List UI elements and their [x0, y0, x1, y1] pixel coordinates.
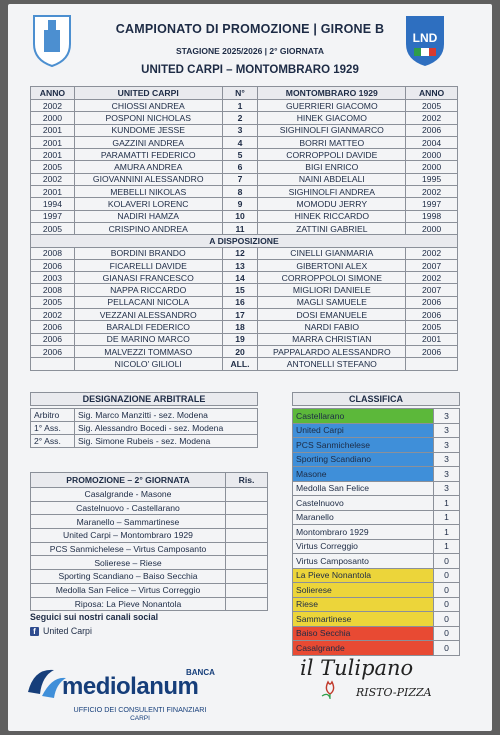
home-year: 2006	[31, 345, 75, 357]
shirt-number: 8	[222, 186, 258, 198]
lineup-row	[31, 186, 458, 198]
shirt-number: 17	[222, 309, 258, 321]
united-carpi-logo	[30, 10, 74, 68]
away-year: 2002	[406, 247, 458, 259]
lineup-row	[31, 296, 458, 308]
match-result	[226, 570, 268, 584]
lineup-row	[31, 321, 458, 333]
standings-row	[293, 612, 460, 627]
match-result	[226, 583, 268, 597]
home-player: BARALDI FEDERICO	[74, 321, 222, 333]
match-fixture: Castelnuovo - Castellarano	[31, 501, 226, 515]
away-year: 2002	[406, 186, 458, 198]
standings-row	[293, 554, 460, 569]
matches-title: PROMOZIONE – 2° GIORNATA	[31, 473, 226, 488]
away-player: SIGHINOLFI GIANMARCO	[258, 124, 406, 136]
standings-team: La Pieve Nonantola	[293, 568, 434, 583]
shirt-number: 2	[222, 112, 258, 124]
away-player: DOSI EMANUELE	[258, 309, 406, 321]
match-result	[226, 488, 268, 502]
lineup-row	[31, 210, 458, 222]
away-year: 1997	[406, 198, 458, 210]
referee-role: 1° Ass.	[31, 422, 75, 435]
standings-points: 0	[434, 568, 460, 583]
match-row	[31, 556, 268, 570]
away-year: 2006	[406, 124, 458, 136]
bench-label: A DISPOSIZIONE	[31, 235, 458, 247]
home-player: CHIOSSI ANDREA	[74, 100, 222, 112]
standings-row	[293, 423, 460, 438]
away-player: SIGHINOLFI ANDREA	[258, 186, 406, 198]
home-player: GIANASI FRANCESCO	[74, 272, 222, 284]
referee-role: Arbitro	[31, 409, 75, 422]
restaurant-name: il Tulipano	[300, 656, 414, 680]
shirt-number: 1	[222, 100, 258, 112]
bank-small-label: BANCA	[186, 668, 215, 677]
lineup-row	[31, 358, 458, 370]
home-player: CRISPINO ANDREA	[74, 222, 222, 234]
away-year: 2007	[406, 259, 458, 271]
standings-team: Riese	[293, 597, 434, 612]
match-result	[226, 501, 268, 515]
home-year: 2002	[31, 309, 75, 321]
away-player: BIGI ENRICO	[258, 161, 406, 173]
match-row	[31, 501, 268, 515]
home-year: 2005	[31, 161, 75, 173]
home-player: DE MARINO MARCO	[74, 333, 222, 345]
away-player: CORROPPOLOI SIMONE	[258, 272, 406, 284]
away-year: 2006	[406, 296, 458, 308]
shirt-number: 13	[222, 259, 258, 271]
away-year: 2006	[406, 309, 458, 321]
lineup-row	[31, 247, 458, 259]
match-fixture: Soliere​se – Riese	[31, 556, 226, 570]
away-year: 2005	[406, 321, 458, 333]
standings-row	[293, 510, 460, 525]
shirt-number: 5	[222, 149, 258, 161]
home-year: 2006	[31, 333, 75, 345]
standings-row	[293, 539, 460, 554]
home-player: BORDINI BRANDO	[74, 247, 222, 259]
home-year: 2008	[31, 247, 75, 259]
shirt-number: 4	[222, 136, 258, 148]
standings-row	[293, 481, 460, 496]
standings-team: Montombraro 1929	[293, 525, 434, 540]
referee-row	[31, 422, 258, 435]
shirt-number: 10	[222, 210, 258, 222]
bank-subtitle: UFFICIO DEI CONSULENTI FINANZIARI	[73, 705, 207, 714]
home-player: PELLACANI NICOLA	[74, 296, 222, 308]
col-anno-home: ANNO	[31, 87, 75, 100]
standings-team: Solierese	[293, 583, 434, 598]
matches-table	[30, 472, 268, 611]
shirt-number: 7	[222, 173, 258, 185]
social-title: Seguici sui nostri canali social	[30, 612, 159, 622]
lnd-logo-text: LND	[412, 31, 438, 45]
standings-title: CLASSIFICA	[292, 392, 460, 406]
col-home-team: UNITED CARPI	[74, 87, 222, 100]
away-year: 2007	[406, 284, 458, 296]
standings-team: Baiso Secchia	[293, 626, 434, 641]
standings-row	[293, 467, 460, 482]
referee-name: Sig. Alessandro Bocedi - sez. Modena	[75, 422, 258, 435]
home-player: FICARELLI DAVIDE	[74, 259, 222, 271]
lineup-row	[31, 136, 458, 148]
standings-team: Casalgrande	[293, 641, 434, 656]
facebook-link[interactable]	[30, 626, 92, 636]
shirt-number: 18	[222, 321, 258, 333]
match-row	[31, 570, 268, 584]
facebook-label: United Carpi	[43, 626, 92, 636]
away-year: 2000	[406, 222, 458, 234]
match-fixture: PCS Sanmichelese – Virtus Camposanto	[31, 542, 226, 556]
lineup-table	[30, 86, 458, 371]
home-year: 2008	[31, 284, 75, 296]
away-year: 2000	[406, 161, 458, 173]
shirt-number: 3	[222, 124, 258, 136]
restaurant-subtitle: RISTO-PIZZA	[356, 686, 432, 699]
lineup-row	[31, 345, 458, 357]
standings-row	[293, 452, 460, 467]
standings-points: 3	[434, 467, 460, 482]
away-player: NARDI FABIO	[258, 321, 406, 333]
away-year: 2004	[406, 136, 458, 148]
home-player: PARAMATTI FEDERICO	[74, 149, 222, 161]
matches-ris-header: Ris.	[226, 473, 268, 488]
lineup-row	[31, 309, 458, 321]
referee-name: Sig. Simone Rubeis - sez. Modena	[75, 435, 258, 448]
away-player: NAINI ABDELALI	[258, 173, 406, 185]
home-year: 2006	[31, 321, 75, 333]
away-player: CORROPPOLI DAVIDE	[258, 149, 406, 161]
standings-team: Maranello	[293, 510, 434, 525]
standings-team: Castelnuovo	[293, 496, 434, 511]
standings-team: Medolla San Felice	[293, 481, 434, 496]
away-player: GUERRIERI GIACOMO	[258, 100, 406, 112]
referee-row	[31, 435, 258, 448]
standings-points: 3	[434, 452, 460, 467]
standings-team: Masone	[293, 467, 434, 482]
home-year: 1997	[31, 210, 75, 222]
standings-row	[293, 641, 460, 656]
lineup-row	[31, 284, 458, 296]
match-title: UNITED CARPI – MONTOMBRARO 1929	[141, 64, 359, 76]
home-year: 2002	[31, 100, 75, 112]
referee-name: Sig. Marco Manzitti - sez. Modena	[75, 409, 258, 422]
match-row	[31, 597, 268, 611]
standings-points: 1	[434, 525, 460, 540]
standings-team: PCS Sanmichelese	[293, 438, 434, 453]
home-player: KUNDOME JESSE	[74, 124, 222, 136]
standings-points: 0	[434, 583, 460, 598]
facebook-icon: f	[30, 627, 39, 636]
away-year: 2006	[406, 345, 458, 357]
standings-points: 1	[434, 539, 460, 554]
home-player: NADIRI HAMZA	[74, 210, 222, 222]
standings-row	[293, 438, 460, 453]
col-anno-away: ANNO	[406, 87, 458, 100]
away-player: CINELLI GIANMARIA	[258, 247, 406, 259]
away-player: MIGLIORI DANIELE	[258, 284, 406, 296]
match-fixture: Sporting Scandiano – Baiso Secchia	[31, 570, 226, 584]
standings-points: 3	[434, 409, 460, 424]
shirt-number: 6	[222, 161, 258, 173]
standings-table	[292, 408, 460, 656]
home-year: 2001	[31, 124, 75, 136]
away-player: MAGLI SAMUELE	[258, 296, 406, 308]
away-player: PAPPALARDO ALESSANDRO	[258, 345, 406, 357]
season-info: STAGIONE 2025/2026 | 2° GIORNATA	[176, 46, 324, 56]
away-year	[406, 358, 458, 370]
match-row	[31, 542, 268, 556]
standings-row	[293, 496, 460, 511]
standings-row	[293, 597, 460, 612]
bank-city: CARPI	[130, 715, 150, 722]
away-player: ZATTINI GABRIEL	[258, 222, 406, 234]
lineup-row	[31, 222, 458, 234]
bank-name: mediolanum	[62, 673, 199, 700]
away-player: ANTONELLI STEFANO	[258, 358, 406, 370]
home-year: 2000	[31, 112, 75, 124]
home-player: KOLAVERI LORENC	[74, 198, 222, 210]
referee-row	[31, 409, 258, 422]
standings-points: 3	[434, 438, 460, 453]
home-year: 2006	[31, 259, 75, 271]
shirt-number: 15	[222, 284, 258, 296]
match-result	[226, 542, 268, 556]
match-result	[226, 529, 268, 543]
tulip-icon	[318, 678, 352, 700]
home-player: AMURA ANDREA	[74, 161, 222, 173]
matches-header-row	[31, 473, 268, 488]
standings-team: Sporting Scandiano	[293, 452, 434, 467]
away-year: 2001	[406, 333, 458, 345]
shirt-number: 14	[222, 272, 258, 284]
away-player: HINEK RICCARDO	[258, 210, 406, 222]
lineup-row	[31, 112, 458, 124]
standings-row	[293, 568, 460, 583]
standings-row	[293, 409, 460, 424]
lineup-row	[31, 272, 458, 284]
home-player: GAZZINI ANDREA	[74, 136, 222, 148]
home-year: 2002	[31, 173, 75, 185]
away-player: BORRI MATTEO	[258, 136, 406, 148]
shirt-number: 9	[222, 198, 258, 210]
standings-points: 1	[434, 510, 460, 525]
home-year: 2001	[31, 186, 75, 198]
standings-points: 3	[434, 481, 460, 496]
shirt-number: 16	[222, 296, 258, 308]
lineup-row	[31, 161, 458, 173]
home-year: 2003	[31, 272, 75, 284]
home-player: GIOVANNINI ALESSANDRO	[74, 173, 222, 185]
home-player: MALVEZZI TOMMASO	[74, 345, 222, 357]
match-row	[31, 583, 268, 597]
referee-role: 2° Ass.	[31, 435, 75, 448]
lineup-row	[31, 149, 458, 161]
match-fixture: Riposa: La Pieve Nonantola	[31, 597, 226, 611]
match-row	[31, 515, 268, 529]
standings-points: 0	[434, 554, 460, 569]
home-year: 2005	[31, 222, 75, 234]
match-fixture: United Carpi – Montombraro 1929	[31, 529, 226, 543]
lnd-logo	[400, 10, 450, 68]
lineup-row	[31, 124, 458, 136]
standings-points: 0	[434, 626, 460, 641]
lineup-row	[31, 198, 458, 210]
shirt-number: 19	[222, 333, 258, 345]
standings-team: Sammartinese	[293, 612, 434, 627]
away-player: HINEK GIACOMO	[258, 112, 406, 124]
match-result	[226, 556, 268, 570]
shirt-number: 11	[222, 222, 258, 234]
standings-points: 1	[434, 496, 460, 511]
standings-points: 0	[434, 597, 460, 612]
standings-row	[293, 525, 460, 540]
away-year: 2002	[406, 112, 458, 124]
shirt-number: 12	[222, 247, 258, 259]
home-year: 2001	[31, 136, 75, 148]
shirt-number: 20	[222, 345, 258, 357]
championship-title: CAMPIONATO DI PROMOZIONE | GIRONE B	[115, 22, 385, 36]
away-player: MARRA CHRISTIAN	[258, 333, 406, 345]
standings-team: Virtus Correggio	[293, 539, 434, 554]
lineup-row	[31, 333, 458, 345]
standings-points: 3	[434, 423, 460, 438]
home-year: 2001	[31, 149, 75, 161]
home-player: POSPONI NICHOLAS	[74, 112, 222, 124]
match-result	[226, 515, 268, 529]
match-row	[31, 488, 268, 502]
lineup-row	[31, 259, 458, 271]
match-result	[226, 597, 268, 611]
away-year: 1995	[406, 173, 458, 185]
away-player: MOMODU JERRY	[258, 198, 406, 210]
away-player: GIBERTONI ALEX	[258, 259, 406, 271]
home-player: MEBELLI NIKOLAS	[74, 186, 222, 198]
home-year: 1994	[31, 198, 75, 210]
standings-row	[293, 583, 460, 598]
match-fixture: Maranello – Sammartinese	[31, 515, 226, 529]
home-player: NAPPA RICCARDO	[74, 284, 222, 296]
referees-title: DESIGNAZIONE ARBITRALE	[30, 392, 258, 406]
home-player: NICOLO' GILIOLI	[74, 358, 222, 370]
standings-team: Virtus Camposanto	[293, 554, 434, 569]
shirt-number: ALL.	[222, 358, 258, 370]
standings-points: 0	[434, 612, 460, 627]
away-year: 2002	[406, 272, 458, 284]
match-row	[31, 529, 268, 543]
match-fixture: Medolla San Felice – Virtus Correggio	[31, 583, 226, 597]
standings-row	[293, 626, 460, 641]
col-away-team: MONTOMBRARO 1929	[258, 87, 406, 100]
match-fixture: Casalgrande - Masone	[31, 488, 226, 502]
away-year: 2005	[406, 100, 458, 112]
standings-team: Castellarano	[293, 409, 434, 424]
col-number: N°	[222, 87, 258, 100]
lineup-header-row	[31, 87, 458, 100]
home-year: 2005	[31, 296, 75, 308]
home-player: VEZZANI ALESSANDRO	[74, 309, 222, 321]
away-year: 2000	[406, 149, 458, 161]
referees-table	[30, 408, 258, 448]
standings-points: 0	[434, 641, 460, 656]
home-year	[31, 358, 75, 370]
bench-divider	[31, 235, 458, 247]
away-year: 1998	[406, 210, 458, 222]
standings-team: United Carpi	[293, 423, 434, 438]
lineup-row	[31, 100, 458, 112]
lineup-row	[31, 173, 458, 185]
